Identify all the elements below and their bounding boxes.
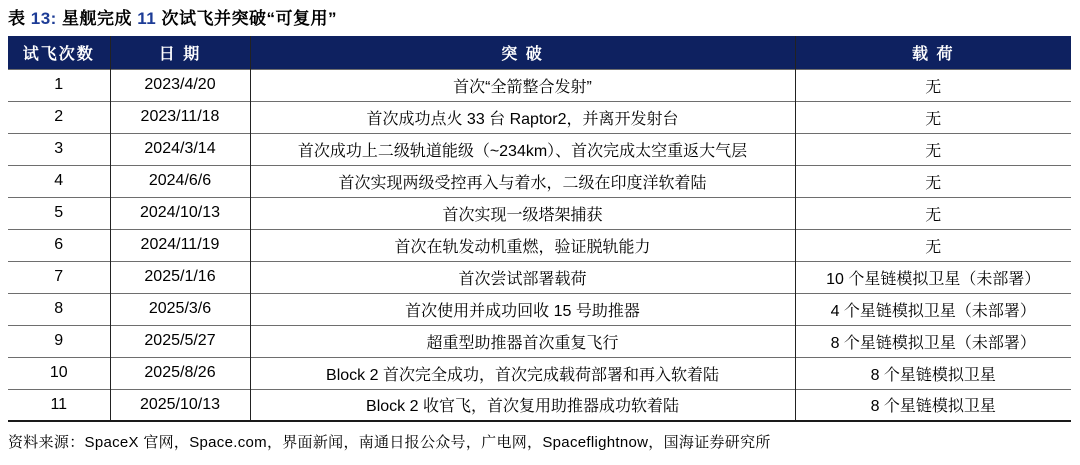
source-label: 资料来源： [8,434,85,451]
cell-date: 2024/6/6 [110,165,250,197]
header-cell-breakthrough: 突 破 [250,36,795,69]
title-segment: : [50,9,57,28]
cell-breakthrough: 首次成功上二级轨道能级（~234km）、首次完成太空重返大气层 [250,133,795,165]
cell-breakthrough: Block 2 收官飞，首次复用助推器成功软着陆 [250,389,795,421]
cell-breakthrough: 首次实现两级受控再入与着水，二级在印度洋软着陆 [250,165,795,197]
table-row [8,357,1071,389]
cell-no: 8 [8,293,110,325]
table-row [8,229,1071,261]
table-row [8,325,1071,357]
table-row [8,389,1071,421]
cell-no: 6 [8,229,110,261]
cell-breakthrough: 超重型助推器首次重复飞行 [250,325,795,357]
table-header-row [8,36,1071,69]
header-cell-date: 日 期 [110,36,250,69]
cell-no: 5 [8,197,110,229]
table-row [8,133,1071,165]
source-text: SpaceX 官网，Space.com，界面新闻，南通日报公众号，广电网，Spaceflightnow，国海证券研究所 [84,434,771,451]
cell-date: 2024/3/14 [110,133,250,165]
cell-breakthrough: 首次在轨发动机重燃，验证脱轨能力 [250,229,795,261]
title-segment: 星舰完成 [56,9,138,28]
header-cell-no: 试飞次数 [8,36,110,69]
cell-payload: 无 [795,165,1071,197]
cell-date: 2025/3/6 [110,293,250,325]
cell-payload: 无 [795,101,1071,133]
cell-date: 2025/8/26 [110,357,250,389]
cell-payload: 无 [795,197,1071,229]
cell-payload: 8 个星链模拟卫星（未部署） [795,325,1071,357]
cell-payload: 无 [795,69,1071,101]
cell-date: 2023/4/20 [110,69,250,101]
cell-no: 11 [8,389,110,421]
cell-no: 10 [8,357,110,389]
cell-no: 3 [8,133,110,165]
cell-payload: 4 个星链模拟卫星（未部署） [795,293,1071,325]
source-note [8,431,1072,452]
table-row [8,293,1071,325]
title-segment: 11 [137,9,157,28]
cell-payload: 8 个星链模拟卫星 [795,357,1071,389]
table-row [8,101,1071,133]
header-cell-payload: 载 荷 [795,36,1071,69]
table-row [8,197,1071,229]
cell-date: 2025/5/27 [110,325,250,357]
table-row [8,261,1071,293]
cell-no: 9 [8,325,110,357]
title-segment: 表 [8,9,31,28]
cell-payload: 8 个星链模拟卫星 [795,389,1071,421]
table-body [8,69,1071,421]
cell-date: 2024/10/13 [110,197,250,229]
table-title [8,6,1072,32]
cell-no: 1 [8,69,110,101]
table-head [8,36,1071,69]
cell-date: 2024/11/19 [110,229,250,261]
cell-date: 2025/1/16 [110,261,250,293]
cell-no: 2 [8,101,110,133]
cell-payload: 10 个星链模拟卫星（未部署） [795,261,1071,293]
cell-breakthrough: 首次尝试部署载荷 [250,261,795,293]
cell-breakthrough: 首次实现一级塔架捕获 [250,197,795,229]
cell-date: 2025/10/13 [110,389,250,421]
cell-date: 2023/11/18 [110,101,250,133]
cell-breakthrough: 首次成功点火 33 台 Raptor2，并离开发射台 [250,101,795,133]
cell-breakthrough: 首次使用并成功回收 15 号助推器 [250,293,795,325]
cell-no: 4 [8,165,110,197]
flight-table [8,36,1071,422]
title-segment: 13 [30,9,51,28]
table-row [8,69,1071,101]
cell-payload: 无 [795,133,1071,165]
table-row [8,165,1071,197]
cell-breakthrough: Block 2 首次完全成功，首次完成载荷部署和再入软着陆 [250,357,795,389]
cell-no: 7 [8,261,110,293]
cell-breakthrough: 首次“全箭整合发射” [250,69,795,101]
cell-payload: 无 [795,229,1071,261]
title-segment: 次试飞并突破“可复用” [156,9,337,28]
